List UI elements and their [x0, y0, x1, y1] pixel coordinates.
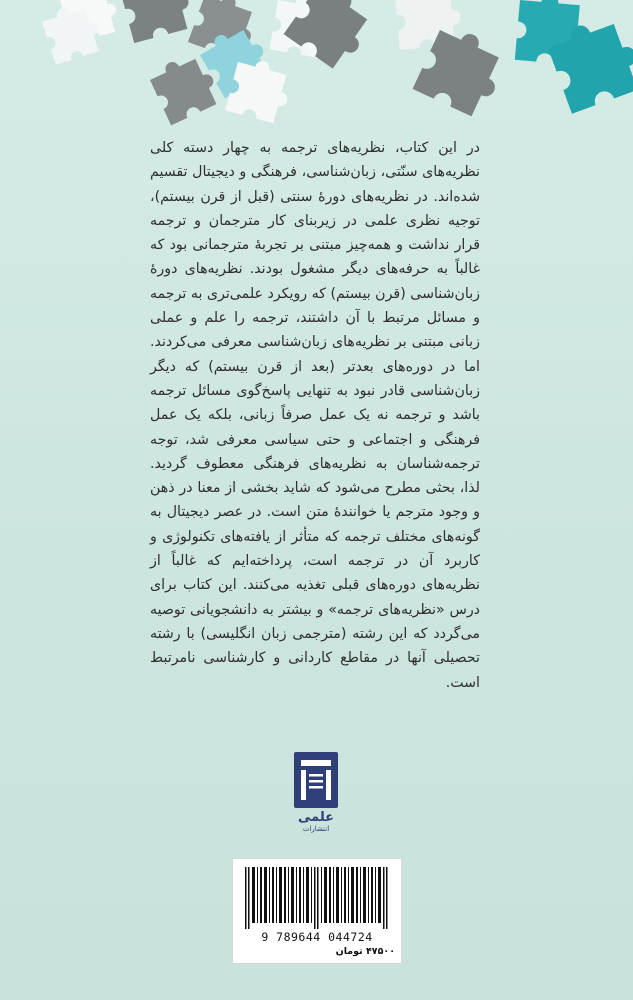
publisher-logo [294, 752, 338, 832]
back-cover-blurb: در این کتاب، نظریه‌های ترجمه به چهار دسته کلی نظریه‌های سنّتی، زبان‌شناسی، فرهنگی و دیجیتال تقسیم شده‌اند. در نظریه‌های دورهٔ سنتی (قبل از قرن بیستم)، توجیه نظری علمی در زیربنای کار مترجمان و ترجمه قرار نداشت و همه‌چیز مبتنی بر تجربهٔ مترجمانی بود که غالباً به حرفه‌های دیگر مشغول بودند. نظریه‌های دورهٔ زبان‌شناسی (قرن بیستم) که رویکرد علمی‌تری به ترجمه و مسائل مرتبط با آن داشتند، ترجمه را علم و عملی زبانی مبتنی بر نظریه‌های زبان‌شناسی معرفی می‌کردند. اما در دوره‌های بعدتر (بعد از قرن بیستم) که دیگر زبان‌شناسی قادر نبود به تنهایی پاسخ‌گوی مسائل ترجمه باشد و ترجمه نه یک عمل صرفاً زبانی، بلکه یک عمل فرهنگی و اجتماعی و حتی سیاسی معرفی شد، توجه ترجمه‌شناسان به نظریه‌های فرهنگی معطوف گردید. لذا، بحثی مطرح می‌شود که شاید بخشی از معنا در ذهن و وجود مترجم یا خوانندهٔ متن است. در عصر دیجیتال به گونه‌های مختلف ترجمه که متأثر از یافته‌های تکنولوژی و کاربرد آن در ترجمه است، پرداخته‌ایم که غالباً از نظریه‌های دوره‌های قبلی تغذیه می‌کنند. این کتاب برای درس «نظریه‌های ترجمه» و بیشتر به دانشجویانی توصیه می‌گردد که این رشته (مترجمی زبان انگلیسی) با رشته تحصیلی آنها در مقاطع کاردانی و کارشناسی نامرتبط است. [150, 140, 480, 691]
puzzle-piece-gray [118, 0, 195, 43]
price-label: ۴۷۵۰۰ تومان [335, 946, 395, 957]
puzzle-pieces-decoration [0, 0, 633, 140]
publisher-label: انتشارات [302, 825, 330, 833]
isbn-number: 9 789644 044724 [261, 930, 373, 944]
publisher-name: علمی [297, 810, 335, 825]
barcode-label [232, 858, 402, 964]
book-icon [294, 752, 338, 808]
barcode [241, 867, 393, 929]
